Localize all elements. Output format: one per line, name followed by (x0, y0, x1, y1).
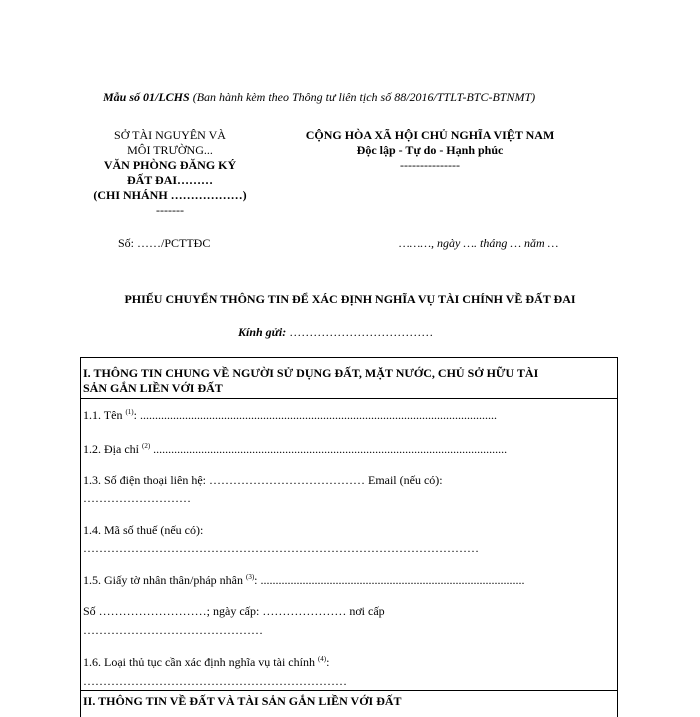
field-identity-doc-dots[interactable]: : ........................................................................................ (254, 573, 525, 587)
section-divider-2 (81, 690, 617, 691)
agency-line-4: ĐẤT ĐAI……… (126, 173, 214, 187)
national-divider: --------------- (400, 158, 460, 172)
issue-date: ………, ngày …. tháng … năm … (399, 236, 559, 250)
agency-divider: ------- (156, 203, 184, 217)
field-name-label: 1.1. Tên (83, 408, 126, 422)
national-block (270, 128, 590, 173)
document-number: Số: ……/PCTTĐC (118, 236, 211, 250)
field-tax-code-dots[interactable]: ……………………………………………………………………………………… (83, 541, 479, 555)
field-address (83, 442, 507, 457)
form-code: Mẫu số 01/LCHS (103, 90, 190, 104)
national-motto-line-1: CỘNG HÒA XÃ HỘI CHỦ NGHĨA VIỆT NAM (305, 128, 555, 142)
field-procedure-type (83, 655, 329, 670)
field-identity-place-dots[interactable]: ……………………………………… (83, 623, 263, 637)
field-procedure-type-dots[interactable]: ………………………………………………………… (83, 674, 347, 688)
field-address-label: 1.2. Địa chỉ (83, 442, 142, 456)
field-phone-email-dots[interactable]: ……………………… (83, 491, 191, 505)
agency-line-3: VĂN PHÒNG ĐĂNG KÝ (103, 158, 237, 172)
agency-block (70, 128, 270, 218)
document-title: PHIẾU CHUYỂN THÔNG TIN ĐỂ XÁC ĐỊNH NGHĨA VỤ TÀI CHÍNH VỀ ĐẤT ĐAI (124, 292, 576, 306)
footnote-4: (4) (317, 655, 327, 663)
section-1-heading-line-2: SẢN GẮN LIỀN VỚI ĐẤT (83, 381, 223, 395)
field-phone-email[interactable]: 1.3. Số điện thoại liên hệ: ………………………………… Email (nếu có): (83, 473, 443, 487)
field-identity-doc-label: 1.5. Giấy tờ nhân thân/pháp nhân (83, 573, 246, 587)
field-identity-doc (83, 573, 525, 588)
field-name-dots[interactable]: : ....................................................................................................................... (133, 408, 497, 422)
section-divider (81, 398, 617, 399)
recipient-label: Kính gửi: (238, 325, 287, 339)
national-motto-line-2: Độc lập - Tự do - Hạnh phúc (356, 143, 504, 157)
footnote-1: (1) (125, 408, 134, 416)
footnote-2: (2) (142, 442, 151, 450)
agency-line-5: (CHI NHÁNH ………………) (93, 188, 247, 202)
field-address-dots[interactable]: ...................................................................................................................... (150, 442, 508, 456)
section-1-heading-line-1: I. THÔNG TIN CHUNG VỀ NGƯỜI SỬ DỤNG ĐẤT, MẶT NƯỚC, CHỦ SỞ HỮU TÀI (83, 366, 539, 380)
recipient-line (238, 325, 433, 340)
field-procedure-type-label: 1.6. Loại thủ tục cần xác định nghĩa vụ tài chính (83, 655, 318, 669)
footnote-3: (3) (245, 573, 255, 581)
field-name (83, 408, 497, 423)
field-identity-number[interactable]: Số ………………………; ngày cấp: ………………… nơi cấp (83, 604, 385, 618)
field-procedure-type-colon: : (326, 655, 330, 669)
form-note: (Ban hành kèm theo Thông tư liên tịch số 88/2016/TTLT-BTC-BTNMT) (192, 90, 536, 104)
section-2-heading: II. THÔNG TIN VỀ ĐẤT VÀ TÀI SẢN GẮN LIỀN VỚI ĐẤT (83, 694, 402, 708)
recipient-value: ……………………………… (286, 325, 434, 339)
field-tax-code: 1.4. Mã số thuế (nếu có): (83, 523, 204, 537)
agency-line-1: SỞ TÀI NGUYÊN VÀ (114, 128, 226, 142)
info-form-table (80, 357, 618, 717)
form-header (103, 90, 535, 105)
agency-line-2: MÔI TRƯỜNG... (127, 143, 213, 157)
